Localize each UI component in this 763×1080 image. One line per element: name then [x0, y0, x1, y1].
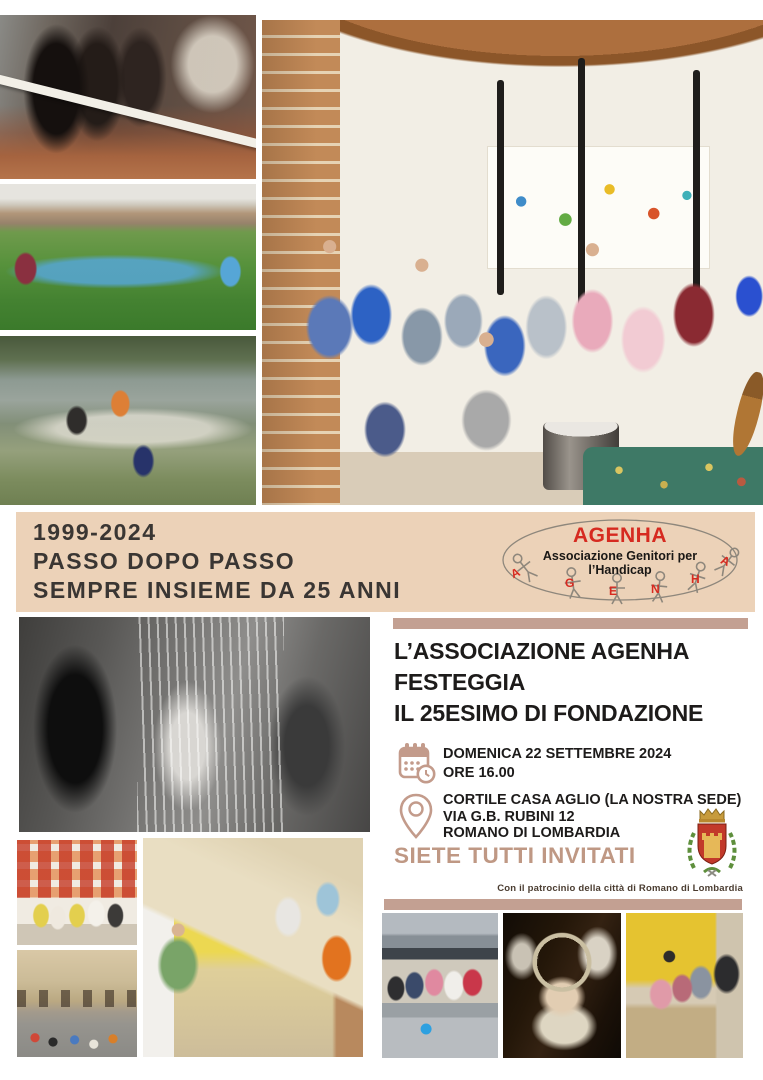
patterned-rug — [583, 447, 763, 505]
anniversary-banner — [16, 512, 755, 612]
logo-letter-h: H — [691, 572, 700, 586]
agenha-logo-subtitle: Associazione Genitori per l’Handicap — [542, 549, 698, 577]
photo-dinner-table — [143, 838, 363, 1057]
invitation-text: SIETE TUTTI INVITATI — [394, 843, 636, 868]
group-of-people — [302, 166, 763, 476]
event-location: CORTILE CASA AGLIO (LA NOSTRA SEDE) VIA G.B. RUBINI 12 ROMANO DI LOMBARDIA — [443, 792, 742, 841]
anniversary-banner-text — [33, 518, 401, 605]
photo-vintage-shower — [19, 617, 370, 832]
photo-art-exhibition-group — [17, 840, 137, 945]
banner-years: 1999-2024 — [33, 519, 157, 545]
agenha-logo-title: AGENHA — [572, 524, 667, 547]
banner-line2: PASSO DOPO PASSO — [33, 548, 296, 574]
banner-line3: SEMPRE INSIEME DA 25 ANNI — [33, 577, 402, 603]
logo-letter-e: E — [609, 584, 618, 598]
patronage-text: Con il patrocinio della città di Romano di Lombardia — [497, 883, 743, 894]
photo-group-by-river — [0, 336, 256, 505]
logo-letter-a1: A — [508, 564, 523, 582]
logo-letter-a2: A — [718, 552, 733, 570]
logo-letter-n: N — [651, 582, 660, 596]
accent-bar-top — [393, 618, 748, 629]
logo-letter-g: G — [565, 576, 575, 590]
calendar-clock-icon — [396, 743, 436, 785]
photo-stage-performance — [503, 913, 621, 1058]
photo-ribbon-cutting-ceremony — [0, 15, 256, 179]
photo-football-team — [0, 184, 256, 330]
photo-kitchen-volunteers — [382, 913, 498, 1058]
city-coat-of-arms — [680, 806, 744, 882]
photo-courtyard-crowd — [17, 950, 137, 1057]
event-date: DOMENICA 22 SETTEMBRE 2024 ORE 16.00 — [443, 746, 672, 781]
accent-bar-bottom — [384, 899, 742, 910]
event-title: L’ASSOCIAZIONE AGENHA FESTEGGIA IL 25ESIMO DI FONDAZIONE — [394, 638, 704, 726]
event-info-section — [384, 617, 748, 912]
photo-association-group — [262, 20, 763, 505]
agenha-logo — [495, 516, 745, 608]
photo-craft-workshop — [626, 913, 743, 1058]
location-pin-icon — [399, 792, 433, 840]
